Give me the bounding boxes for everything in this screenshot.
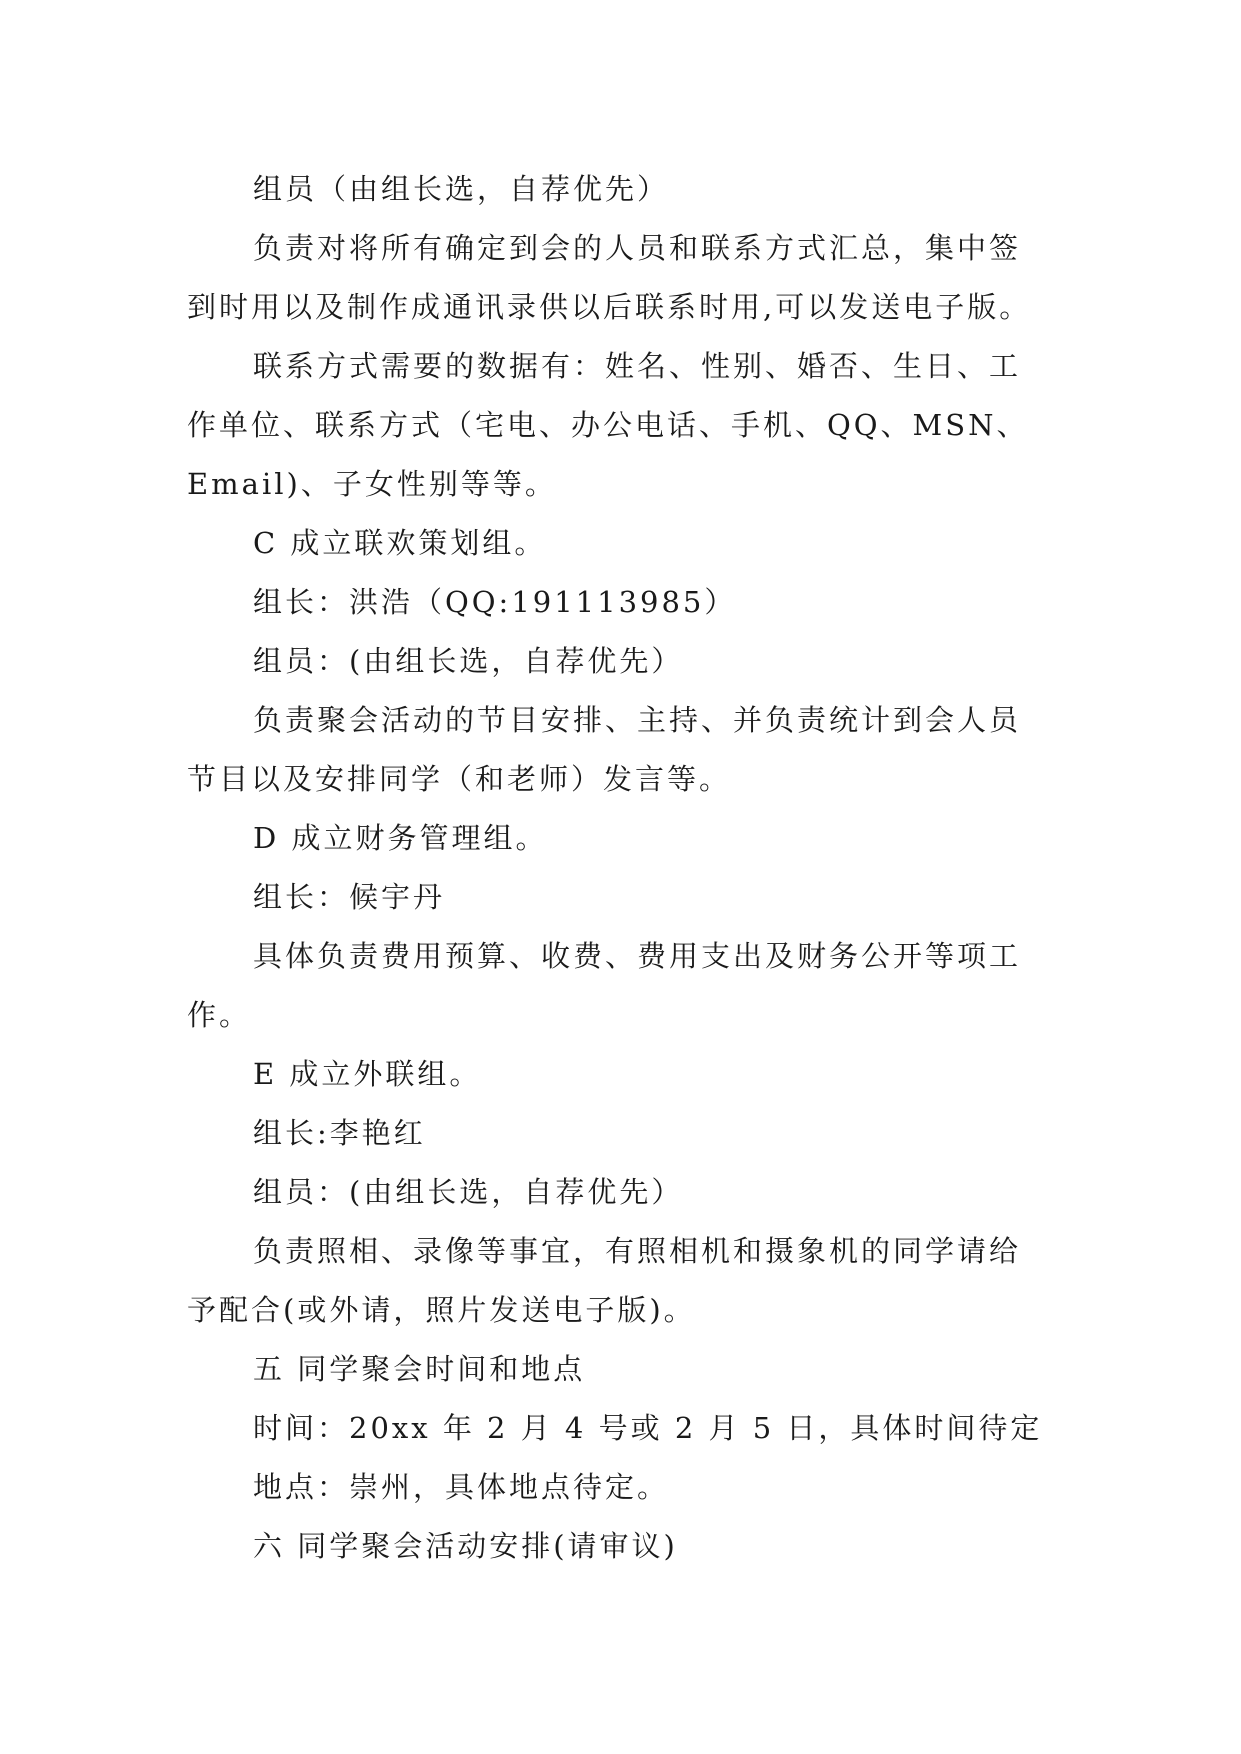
section-heading: D 成立财务管理组。 — [253, 821, 548, 855]
text-line: 联系方式需要的数据有：姓名、性别、婚否、生日、工 — [253, 349, 1022, 383]
text-line: Email)、子女性别等等。 — [187, 467, 557, 501]
text-line: 组长:李艳红 — [253, 1116, 426, 1150]
document-body — [187, 160, 1067, 1576]
text-line: 负责照相、录像等事宜，有照相机和摄象机的同学请给 — [253, 1234, 1022, 1268]
text-line: 负责聚会活动的节目安排、主持、并负责统计到会人员 — [253, 703, 1022, 737]
section-heading: E 成立外联组。 — [253, 1057, 482, 1091]
text-line: 负责对将所有确定到会的人员和联系方式汇总，集中签 — [253, 231, 1022, 265]
text-line: 组长：洪浩（QQ:191113985） — [253, 585, 737, 619]
section-heading: 六 同学聚会活动安排(请审议) — [253, 1529, 678, 1563]
text-line: 作。 — [187, 998, 252, 1032]
section-heading: C 成立联欢策划组。 — [253, 526, 547, 560]
text-line: 地点：崇州，具体地点待定。 — [253, 1470, 670, 1504]
text-line: 到时用以及制作成通讯录供以后联系时用,可以发送电子版。 — [187, 290, 1032, 324]
text-line: 组员（由组长选，自荐优先） — [253, 172, 670, 206]
text-line: 组长：候宇丹 — [253, 880, 446, 914]
text-line: 具体负责费用预算、收费、费用支出及财务公开等项工 — [253, 939, 1022, 973]
text-line: 节目以及安排同学（和老师）发言等。 — [187, 762, 732, 796]
text-line: 作单位、联系方式（宅电、办公电话、手机、QQ、MSN、 — [187, 408, 1029, 442]
section-heading: 五 同学聚会时间和地点 — [253, 1352, 586, 1386]
text-line: 组员：(由组长选，自荐优先） — [253, 1175, 684, 1209]
text-line: 时间：20xx 年 2 月 4 号或 2 月 5 日，具体时间待定 — [253, 1411, 1043, 1445]
text-line: 予配合(或外请，照片发送电子版)。 — [187, 1293, 696, 1327]
text-line: 组员：(由组长选，自荐优先） — [253, 644, 684, 678]
